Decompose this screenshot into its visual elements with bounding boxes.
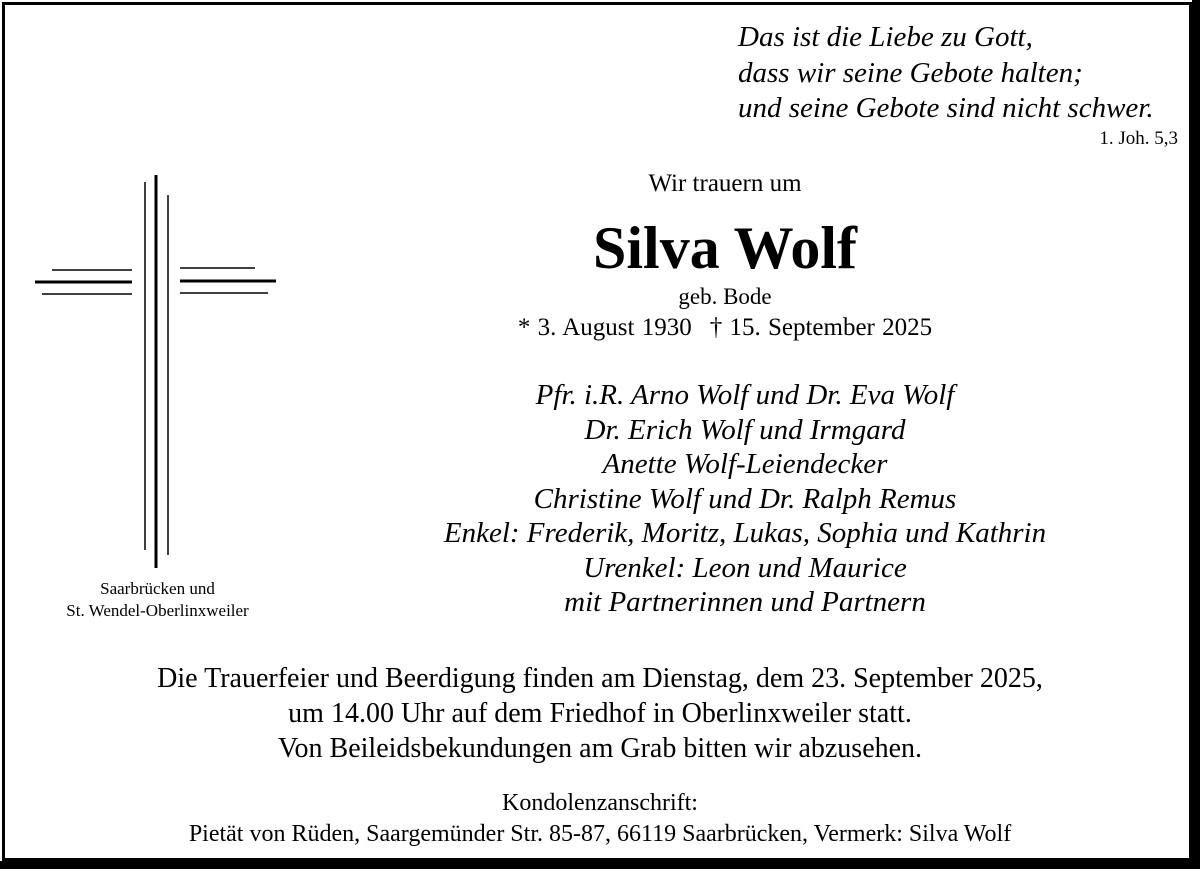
verse-line: und seine Gebote sind nicht schwer. [738,92,1154,124]
condolence-address [60,788,1140,850]
mourner-line: mit Partnerinnen und Partnern [564,586,926,618]
verse-line: Das ist die Liebe zu Gott, [738,21,1033,53]
mourner-line: Urenkel: Leon und Maurice [583,551,907,584]
condolence-address-line: Pietät von Rüden, Saargemünder Str. 85-87, 66119 Saarbrücken, Vermerk: Silva Wolf [188,821,1012,847]
frame-shadow-bottom [0,861,1200,869]
condolence-heading: Kondolenzanschrift: [502,790,698,816]
life-dates [440,314,1010,342]
place-line: Saarbrücken und [100,579,215,598]
mourners-list [400,378,1090,620]
cross-icon [30,170,280,570]
mourner-line: Pfr. i.R. Arno Wolf und Dr. Eva Wolf [535,379,955,411]
mourner-line: Anette Wolf-Leiendecker [602,448,888,480]
funeral-line: um 14.00 Uhr auf dem Friedhof in Oberlinxweiler statt. [288,698,912,729]
death-date: † 15. September 2025 [709,314,933,341]
mourner-line: Dr. Erich Wolf und Irmgard [584,413,906,446]
verse-reference: 1. Joh. 5,3 [1099,128,1178,149]
mourner-line: Enkel: Frederik, Moritz, Lukas, Sophia und Kathrin [443,517,1047,549]
verse-line: dass wir seine Gebote halten; [738,56,1083,89]
mourner-line: Christine Wolf und Dr. Ralph Remus [533,482,957,515]
intro-text: Wir trauern um [648,170,802,197]
place-line: St. Wendel-Oberlinxweiler [66,601,249,620]
deceased-name: Silva Wolf [593,215,857,281]
funeral-line: Von Beileidsbekundungen am Grab bitten wir abzusehen. [277,733,923,764]
funeral-details [60,661,1140,766]
frame-shadow-right [1192,0,1200,869]
maiden-name: geb. Bode [678,284,772,309]
funeral-line: Die Trauerfeier und Beerdigung finden am Dienstag, dem 23. September 2025, [157,663,1043,694]
residence-place [40,578,275,622]
bible-verse [738,20,1188,127]
birth-date: * 3. August 1930 [517,314,692,341]
